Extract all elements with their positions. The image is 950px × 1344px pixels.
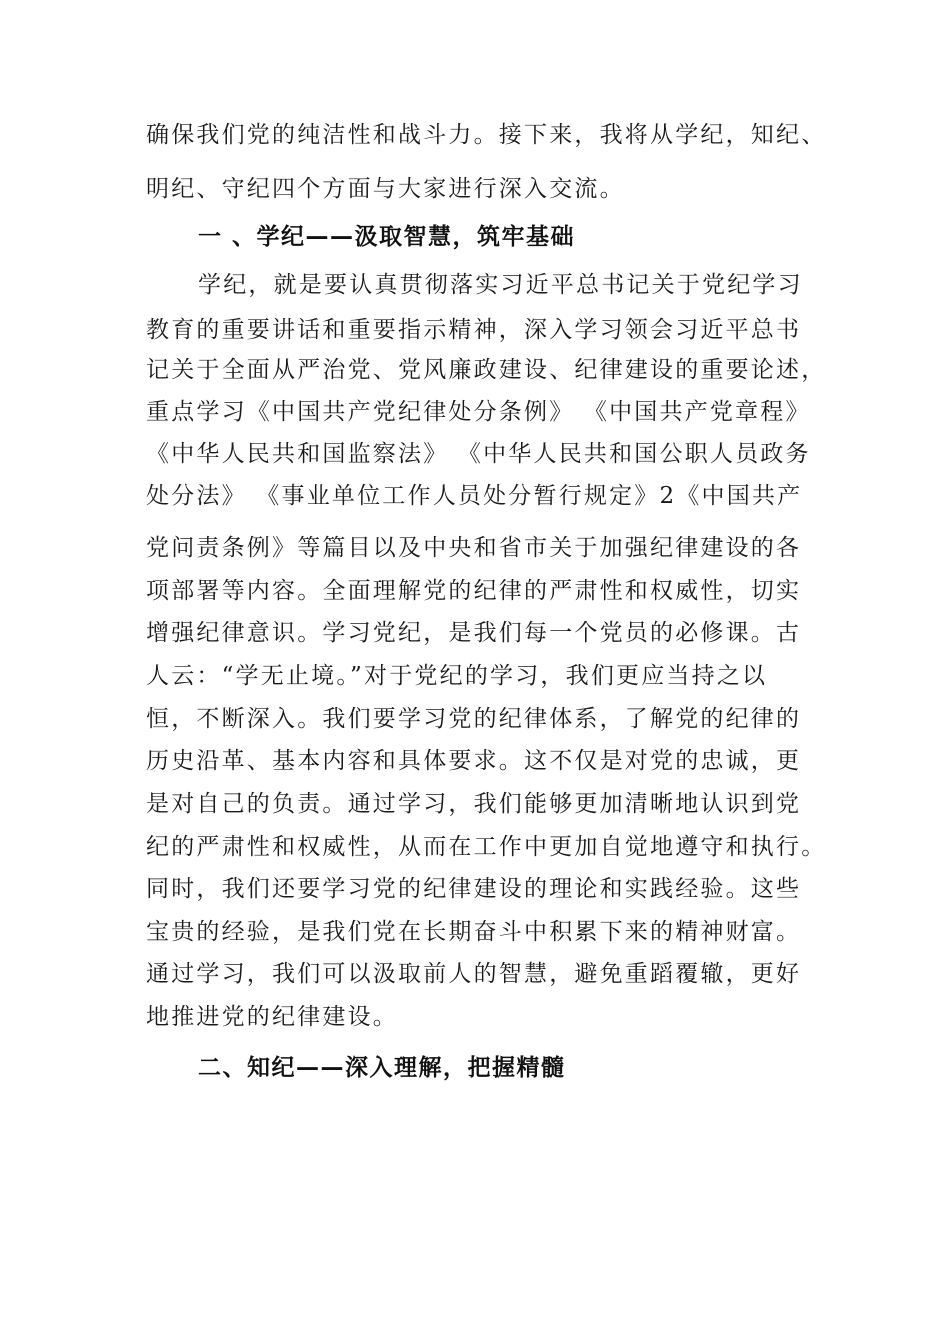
paragraph-line: 增强纪律意识。学习党纪，是我们每一个党员的必修课。古 (146, 620, 802, 646)
paragraph-line: 教育的重要讲话和重要指示精神，深入学习领会习近平总书 (146, 317, 802, 343)
paragraph-line: 《中华人民共和国监察法》 《中华人民共和国公职人员政务 (146, 441, 811, 467)
paragraph-line: 恒，不断深入。我们要学习党的纪律体系，了解党的纪律的 (146, 706, 802, 732)
paragraph-line: 重点学习《中国共产党纪律处分条例》 《中国共产党章程》 (146, 399, 811, 425)
paragraph-line: 同时，我们还要学习党的纪律建设的理论和实践经验。这些 (146, 876, 802, 902)
section-heading-2: 二、知纪——深入理解，把握精髓 (198, 1055, 566, 1081)
section-heading-1: 一 、学纪——汲取智慧，筑牢基础 (198, 224, 576, 250)
paragraph-line: 确保我们党的纯洁性和战斗力。接下来，我将从学纪，知纪、 (146, 122, 827, 148)
paragraph-line: 学纪，就是要认真贯彻落实习近平总书记关于党纪学习 (198, 272, 803, 298)
paragraph-line: 是对自己的负责。通过学习，我们能够更加清晰地认识到党 (146, 791, 802, 817)
paragraph-line: 纪的严肃性和权威性，从而在工作中更加自觉地遵守和执行。 (146, 834, 827, 860)
paragraph-line: 地推进党的纪律建设。 (146, 1004, 398, 1030)
paragraph-line: 通过学习，我们可以汲取前人的智慧，避免重蹈覆辙，更好 (146, 961, 802, 987)
paragraph-line: 党问责条例》等篇目以及中央和省市关于加强纪律建设的各 (146, 535, 802, 561)
paragraph-line: 明纪、守纪四个方面与大家进行深入交流。 (146, 176, 625, 202)
paragraph-line: 处分法》 《事业单位工作人员处分暂行规定》2《中国共产 (146, 483, 803, 509)
paragraph-line: 记关于全面从严治党、党风廉政建设、纪律建设的重要论述， (146, 357, 827, 383)
paragraph-line: 宝贵的经验，是我们党在长期奋斗中积累下来的精神财富。 (146, 919, 802, 945)
paragraph-line: 人云：“学无止境。”对于党纪的学习，我们更应当持之以 (146, 663, 768, 689)
paragraph-line: 历史沿革、基本内容和具体要求。这不仅是对党的忠诚，更 (146, 748, 802, 774)
paragraph-line: 项部署等内容。全面理解党的纪律的严肃性和权威性，切实 (146, 578, 802, 604)
